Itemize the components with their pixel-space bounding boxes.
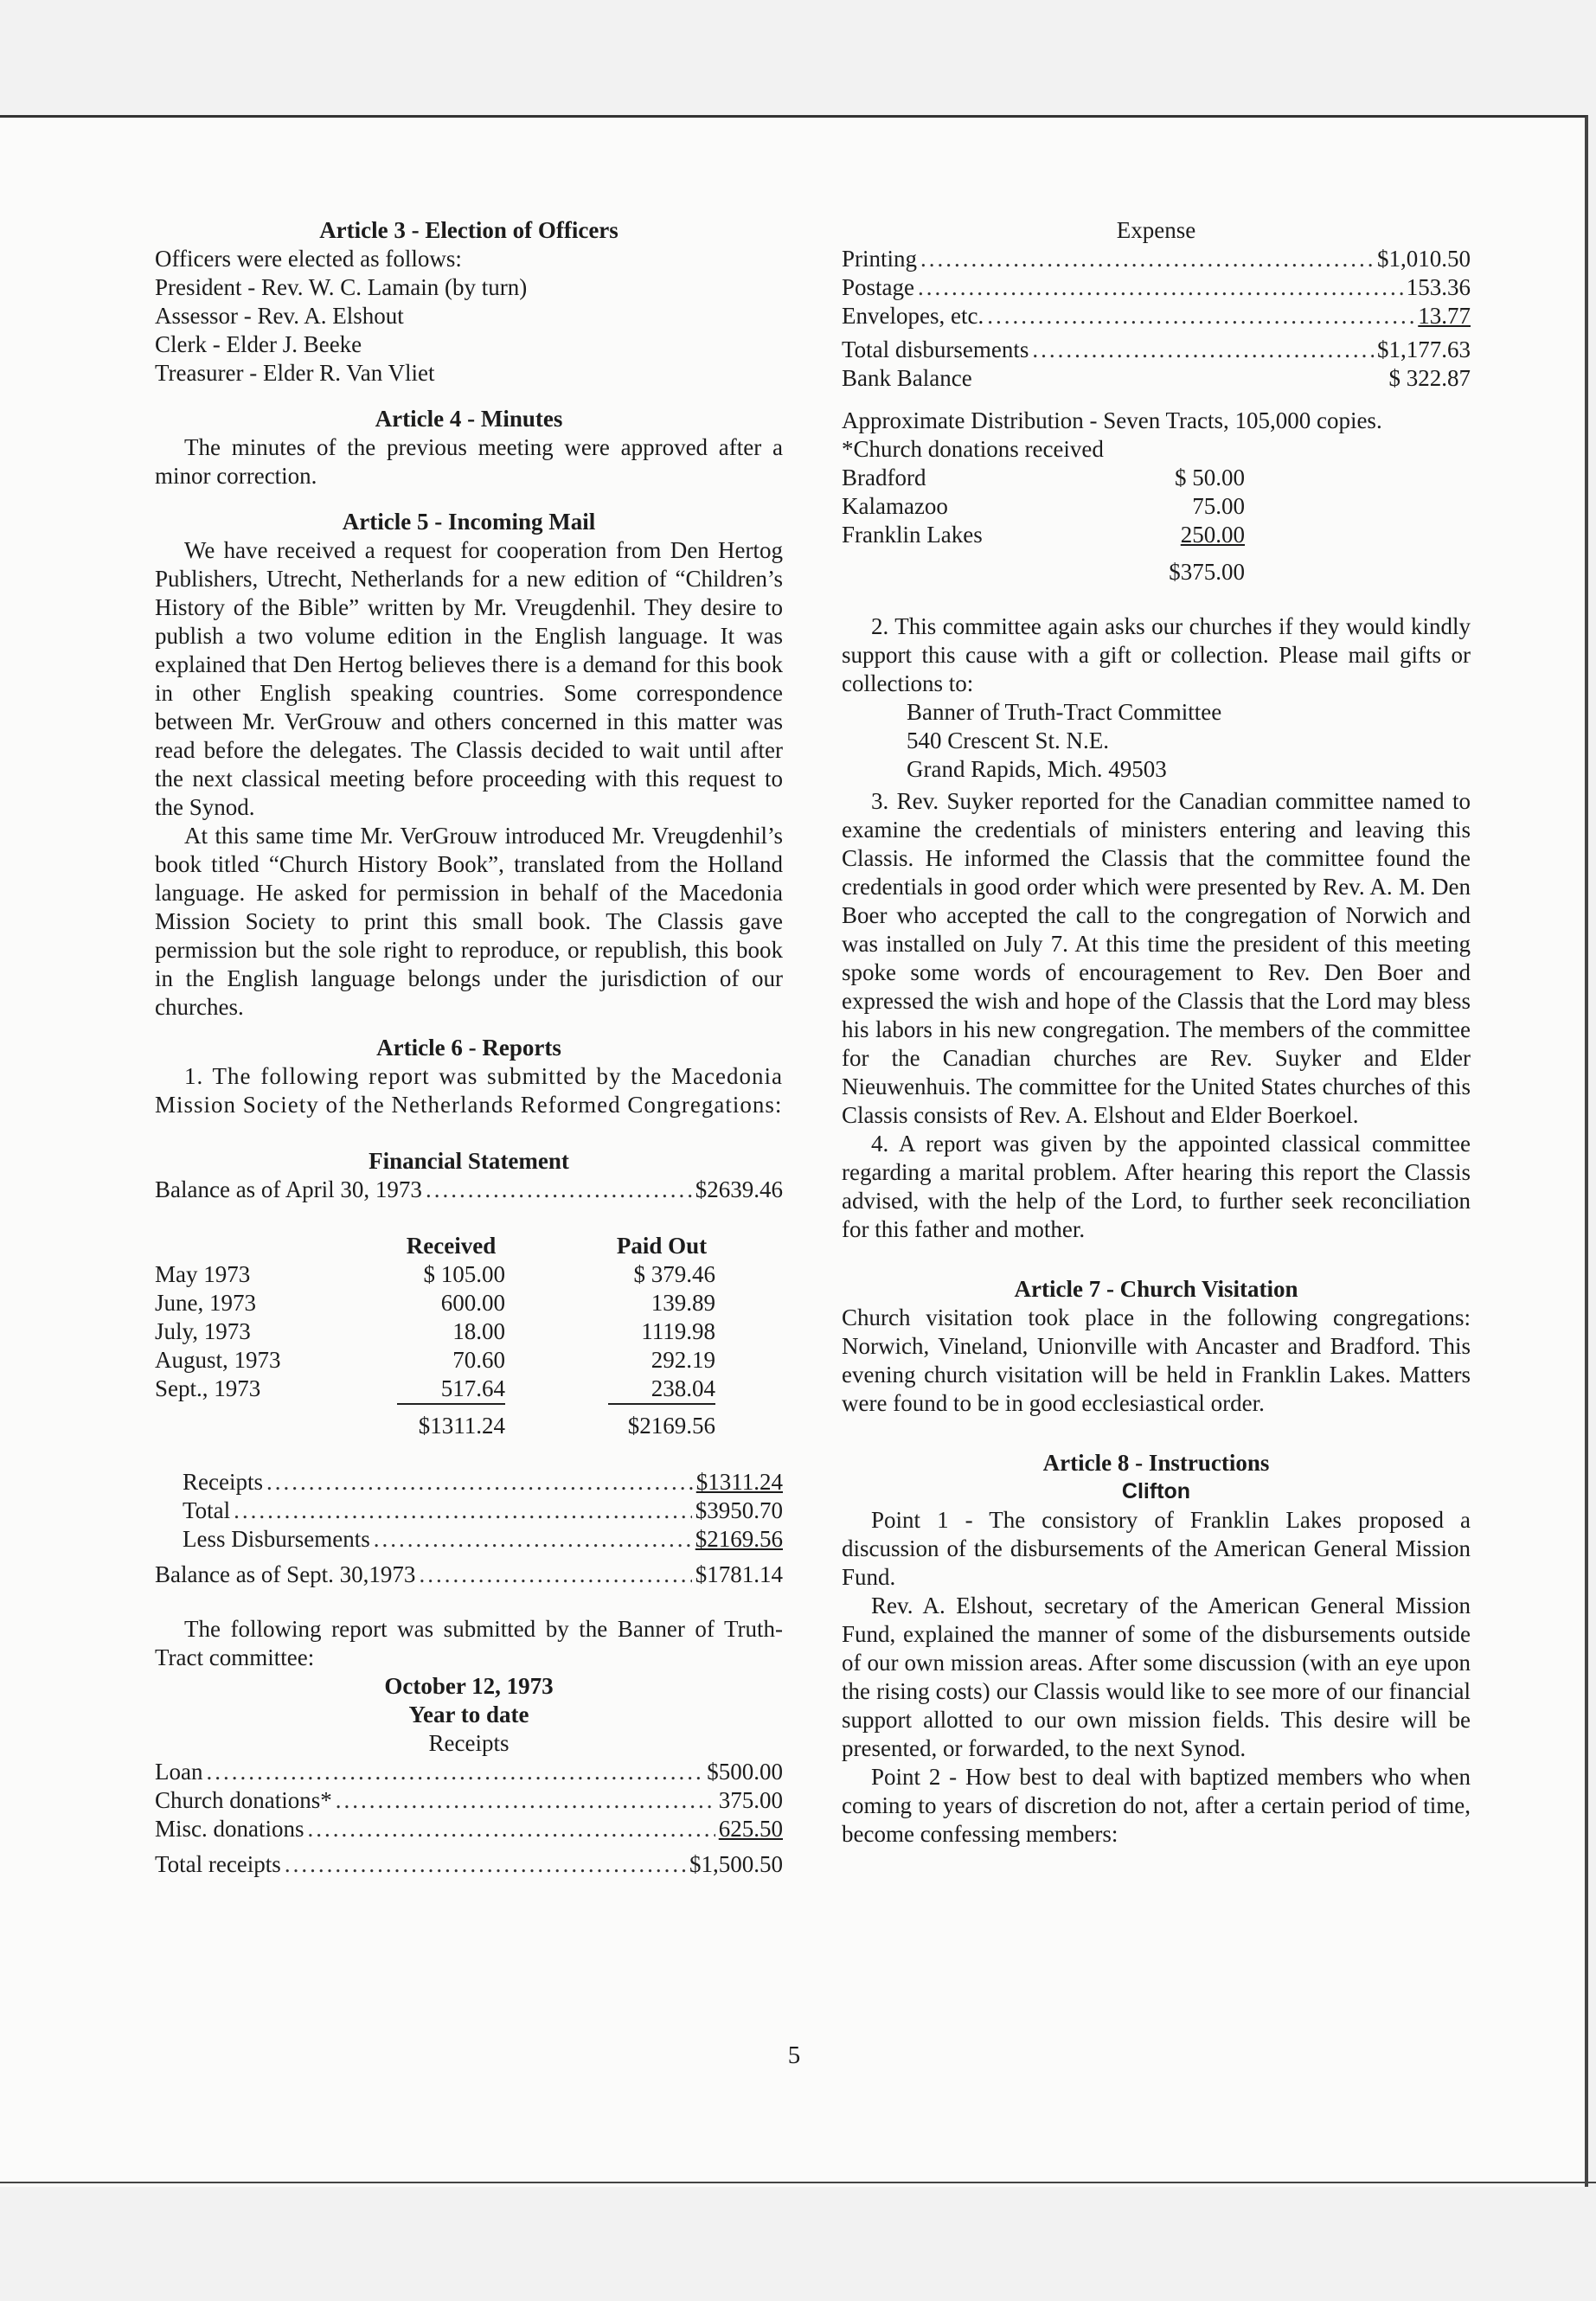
officers-line: Clerk - Elder J. Beeke xyxy=(155,331,362,357)
less-disbursements-amount: $2169.56 xyxy=(695,1526,783,1552)
donation-amount: $ 50.00 xyxy=(1175,465,1245,490)
article6-heading: Article 6 - Reports xyxy=(376,1035,561,1061)
dot-leader xyxy=(374,1525,692,1554)
postage-amount: 153.36 xyxy=(1406,274,1471,300)
page-number: 5 xyxy=(787,2041,801,2069)
church-donations-amount: 375.00 xyxy=(718,1787,783,1813)
ledger-total-received: $1311.24 xyxy=(397,1403,505,1440)
dot-leader xyxy=(266,1468,693,1497)
officers-line: President - Rev. W. C. Lamain (by turn) xyxy=(155,274,528,300)
ledger-month: May 1973 xyxy=(155,1261,251,1287)
address-line: 540 Crescent St. N.E. xyxy=(907,727,1109,753)
dot-leader xyxy=(336,1786,715,1815)
total-receipts-amount: $1,500.50 xyxy=(689,1851,783,1877)
article7-text: Church visitation took place in the following congregations: Norwich, Vineland, Unionville with Ancaster and Bradford. This evening church visitation will be held in Franklin Lakes. Matters were found to be in good ecclesiastical order. xyxy=(842,1304,1471,1416)
officers-line: Officers were elected as follows: xyxy=(155,246,462,272)
article3-heading: Article 3 - Election of Officers xyxy=(319,217,619,243)
distribution-note: Approximate Distribution - Seven Tracts, 105,000 copies. xyxy=(842,407,1382,433)
closing-balance-amount: $1781.14 xyxy=(695,1561,783,1587)
receipts-row xyxy=(183,1468,783,1497)
donation-church: Franklin Lakes xyxy=(842,522,983,548)
dot-leader xyxy=(285,1850,686,1879)
misc-donations-label: Misc. donations xyxy=(155,1816,304,1842)
ledger-paid: 292.19 xyxy=(651,1347,715,1373)
dot-leader xyxy=(918,273,1403,302)
left-column xyxy=(155,216,783,1879)
ledger-total-paid: $2169.56 xyxy=(608,1403,715,1440)
donation-church: Kalamazoo xyxy=(842,493,948,519)
point4-paragraph: 4. A report was given by the appointed classical committee regarding a marital problem. After hearing this report the Classis advised, with the help of the Lord, to further seek reconciliation for this father and mother. xyxy=(842,1131,1471,1242)
officers-line: Assessor - Rev. A. Elshout xyxy=(155,303,404,329)
article4-heading: Article 4 - Minutes xyxy=(375,406,563,432)
loan-label: Loan xyxy=(155,1759,203,1785)
donations-table xyxy=(842,464,1471,586)
loan-row xyxy=(155,1758,783,1786)
banner-date: October 12, 1973 xyxy=(384,1673,554,1699)
article8-subheading: Clifton xyxy=(1121,1479,1191,1503)
less-disbursements-row xyxy=(183,1525,783,1554)
donation-church: Bradford xyxy=(842,465,926,490)
envelopes-amount: 13.77 xyxy=(1418,303,1471,329)
article7-heading: Article 7 - Church Visitation xyxy=(1014,1276,1298,1302)
received-column-header: Received xyxy=(406,1233,497,1259)
article8-paragraph: Point 1 - The consistory of Franklin Lakes proposed a discussion of the disbursements of the American General Mission Fund. xyxy=(842,1507,1471,1590)
church-donations-row xyxy=(155,1786,783,1815)
church-donations-label: Church donations* xyxy=(155,1787,332,1813)
total-disbursements-amount: $1,177.63 xyxy=(1377,336,1471,362)
donation-amount: 75.00 xyxy=(1192,493,1245,519)
banner-receipts-title: Receipts xyxy=(428,1730,510,1756)
ledger-paid: $ 379.46 xyxy=(633,1261,715,1287)
receipts-label: Receipts xyxy=(183,1469,263,1495)
point2-paragraph: 2. This committee again asks our churches if they would kindly support this cause with a gift or collection. Please mail gifts or collections to: xyxy=(842,613,1471,696)
balance-summary xyxy=(155,1468,783,1554)
dot-leader xyxy=(206,1758,703,1786)
ledger-received: 517.64 xyxy=(440,1375,505,1401)
banner-subhead: Year to date xyxy=(408,1702,529,1727)
article8-heading: Article 8 - Instructions xyxy=(1042,1450,1270,1476)
donations-total: $375.00 xyxy=(1169,559,1245,585)
article5-paragraph: At this same time Mr. VerGrouw introduced Mr. Vreugdenhil’s book titled “Church History Book”, translated from the Holland language. He asked for permission in behalf of the Macedonia Mission Society to print this small book. The Classis gave permission but the sole right to reproduce, or republish, this book in the English language belongs under the jurisdiction of our churches. xyxy=(155,823,783,1020)
misc-donations-amount: 625.50 xyxy=(718,1816,783,1842)
paid-column-header: Paid Out xyxy=(616,1233,708,1259)
banner-intro: The following report was submitted by the Banner of Truth-Tract committee: xyxy=(155,1616,783,1670)
article5-heading: Article 5 - Incoming Mail xyxy=(342,509,596,535)
ledger-paid: 1119.98 xyxy=(641,1318,715,1344)
article5-paragraph: We have received a request for cooperation from Den Hertog Publishers, Utrecht, Netherlands for a new edition of “Children’s History of the Bible” written by Mr. Vreugdenhil. They desire to publish a two volume edition in the English language. It was explained that Den Hertog believes there is a demand for this book in other English speaking countries. Some correspondence between Mr. VerGrouw and others concerned in this matter was read before the delegates. The Classis decided to wait until after the next classical meeting before proceeding with this request to the Synod. xyxy=(155,537,783,820)
article4-text: The minutes of the previous meeting were approved after a minor correction. xyxy=(155,434,783,489)
donations-title: *Church donations received xyxy=(842,436,1104,462)
printing-label: Printing xyxy=(842,246,918,272)
printing-row xyxy=(842,245,1471,273)
ledger-table xyxy=(155,1232,783,1440)
closing-balance-row xyxy=(155,1561,783,1589)
opening-balance-row xyxy=(155,1176,783,1204)
printing-amount: $1,010.50 xyxy=(1377,246,1471,272)
total-row xyxy=(183,1497,783,1525)
ledger-month: June, 1973 xyxy=(155,1290,256,1316)
misc-donations-row xyxy=(155,1815,783,1843)
article8-paragraph: Point 2 - How best to deal with baptized members who when coming to years of discretion do not, after a certain period of time, become confessing members: xyxy=(842,1764,1471,1847)
total-receipts-row xyxy=(155,1850,783,1879)
article6-paragraph: 1. The following report was submitted by the Macedonia Mission Society of the Netherlands Reformed Congregations: xyxy=(155,1063,783,1118)
dot-leader xyxy=(308,1815,715,1843)
receipts-amount: $1311.24 xyxy=(695,1469,783,1495)
envelopes-label: Envelopes, etc. xyxy=(842,303,984,329)
ledger-received: 70.60 xyxy=(452,1347,505,1373)
total-receipts-label: Total receipts xyxy=(155,1851,281,1877)
opening-balance-amount: $2639.46 xyxy=(695,1176,783,1202)
ledger-received: $ 105.00 xyxy=(423,1261,505,1287)
bank-balance-label: Bank Balance xyxy=(842,365,972,391)
officers-line: Treasurer - Elder R. Van Vliet xyxy=(155,360,435,386)
donation-amount: 250.00 xyxy=(1180,522,1245,548)
ledger-month: August, 1973 xyxy=(155,1347,281,1373)
ledger-received: 600.00 xyxy=(440,1290,505,1316)
less-disbursements-label: Less Disbursements xyxy=(183,1526,370,1552)
officers-list xyxy=(155,245,783,388)
ledger-month: Sept., 1973 xyxy=(155,1375,261,1401)
ledger-paid: 139.89 xyxy=(651,1290,715,1316)
dot-leader xyxy=(1032,336,1374,364)
right-column xyxy=(842,216,1471,1849)
postage-label: Postage xyxy=(842,274,914,300)
opening-balance-label: Balance as of April 30, 1973 xyxy=(155,1176,422,1202)
financial-statement-heading: Financial Statement xyxy=(369,1148,569,1174)
address-line: Grand Rapids, Mich. 49503 xyxy=(907,756,1167,782)
page-bottom-rule xyxy=(0,2182,1596,2183)
total-disbursements-row xyxy=(842,336,1471,364)
closing-balance-label: Balance as of Sept. 30,1973 xyxy=(155,1561,416,1587)
ledger-month: July, 1973 xyxy=(155,1318,251,1344)
dot-leader xyxy=(419,1561,691,1589)
bank-balance-row xyxy=(842,364,1471,393)
address-line: Banner of Truth-Tract Committee xyxy=(907,699,1222,725)
point3-paragraph: 3. Rev. Suyker reported for the Canadian committee named to examine the credentials of ministers entering and leaving this Classis. He informed the Classis that the committee found the credentials in good order which were presented by Rev. A. M. Den Boer who accepted the call to the congregation of Norwich and was installed on July 7. At this time the president of this meeting spoke some words of encouragement to Rev. Den Boer and expressed the wish and hope of the Classis that the Lord may bless his labors in his new congregation. The members of the committee for the Canadian churches are Rev. Suyker and Elder Nieuwenhuis. The committee for the United States churches of this Classis consists of Rev. A. Elshout and Elder Boerkoel. xyxy=(842,788,1471,1128)
total-disbursements-label: Total disbursements xyxy=(842,336,1029,362)
dot-leader xyxy=(426,1176,692,1204)
postage-row xyxy=(842,273,1471,302)
loan-amount: $500.00 xyxy=(707,1759,783,1785)
envelopes-row xyxy=(842,302,1471,330)
ledger-paid: 238.04 xyxy=(651,1375,715,1401)
expense-heading: Expense xyxy=(1116,217,1196,243)
dot-leader xyxy=(920,245,1374,273)
dot-leader xyxy=(234,1497,692,1525)
dot-leader xyxy=(987,302,1414,330)
bank-balance-amount: $ 322.87 xyxy=(1388,365,1471,391)
ledger-received: 18.00 xyxy=(452,1318,505,1344)
article8-paragraph: Rev. A. Elshout, secretary of the American General Mission Fund, explained the manner of some of the disbursements outside of our own mission areas. After some discussion (with an eye upon the rising costs) our Classis would like to see more of our financial support allotted to our own mission fields. This desire will be presented, or forwarded, to the next Synod. xyxy=(842,1593,1471,1761)
total-label: Total xyxy=(183,1497,231,1523)
total-amount: $3950.70 xyxy=(695,1497,783,1523)
